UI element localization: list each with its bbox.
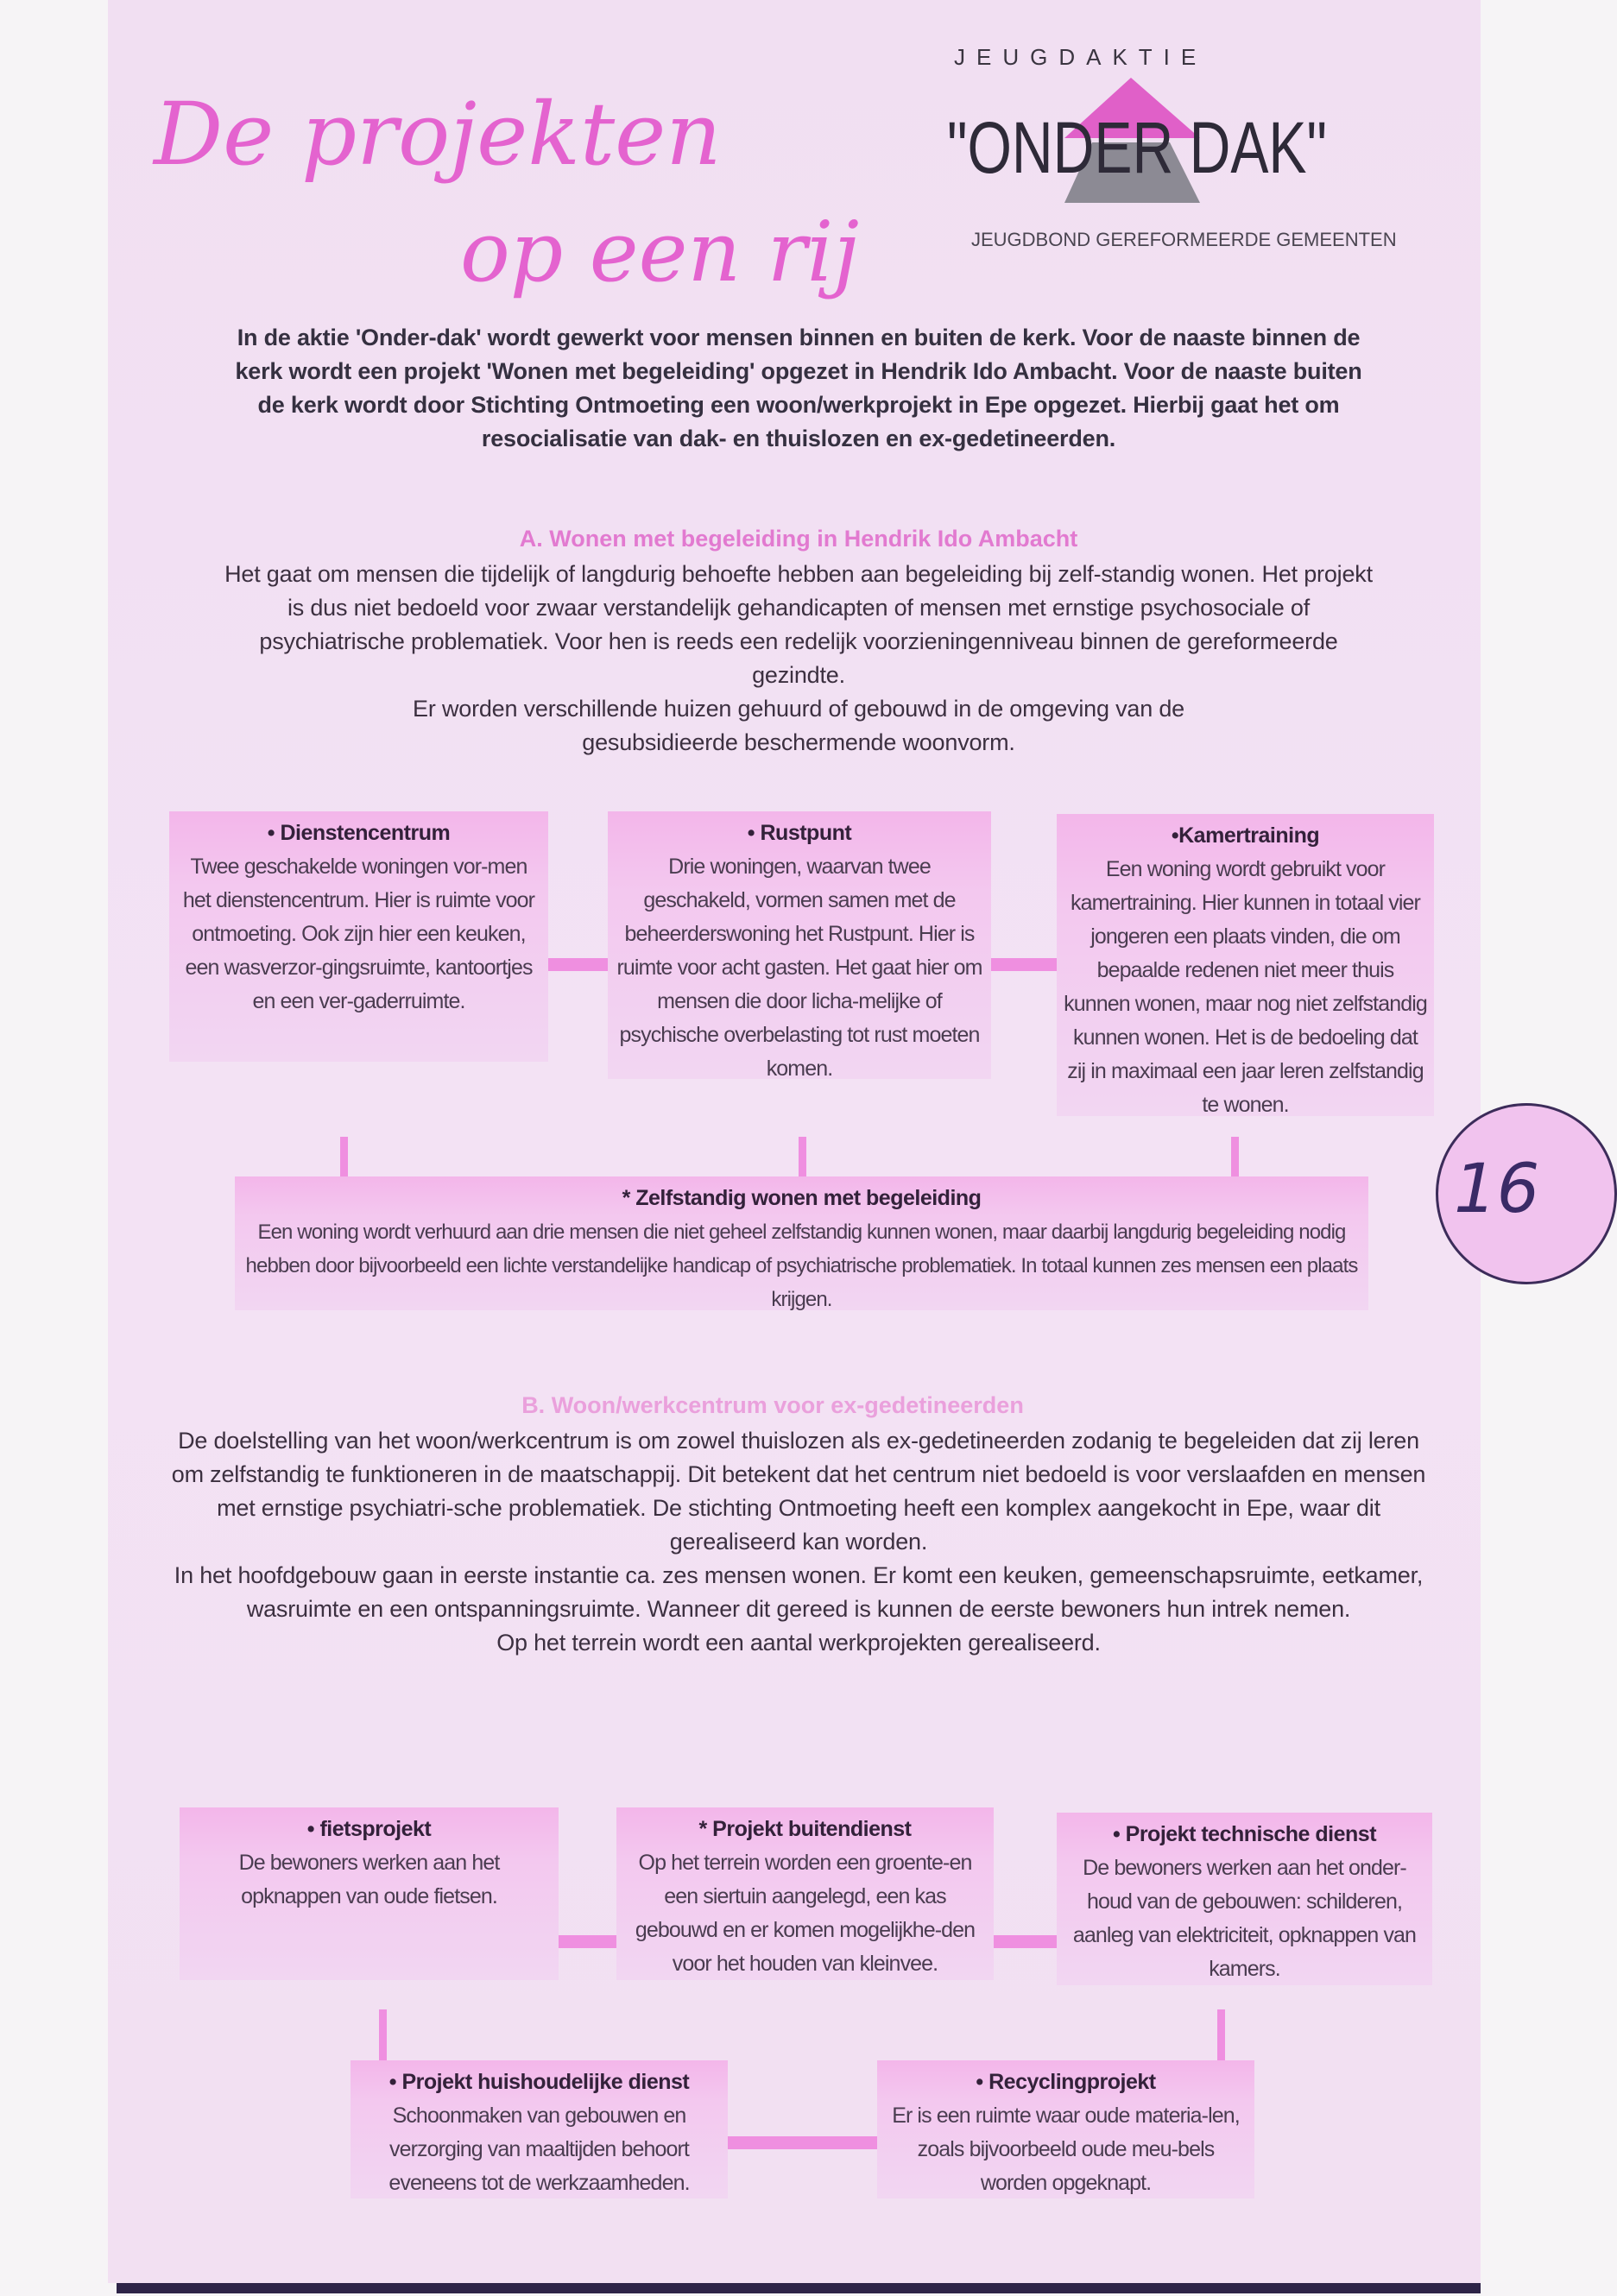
box-zelfstandig-wonen [235, 1176, 1368, 1310]
connector-line [1217, 2009, 1225, 2061]
section-a-paragraph: Er worden verschillende huizen gehuurd of gebouwd in de omgeving van de gesubsidieerde beschermende woonvorm. [413, 696, 1184, 755]
connector-line [340, 1137, 348, 1176]
connector-line [379, 2009, 387, 2061]
box-rustpunt [608, 811, 991, 1079]
box-title: • Dienstencentrum [267, 821, 451, 845]
box-kamertraining [1057, 814, 1434, 1116]
connector-line [991, 958, 1057, 971]
page-bottom-edge [117, 2283, 1481, 2293]
section-b-heading: B. Woon/werkcentrum voor ex-gedetineerden [521, 1392, 1024, 1418]
box-text: Een woning wordt verhuurd aan drie mensen die niet geheel zelfstandig kunnen wonen, maar daarbij langdurig begeleiding nodig hebben door bijvoorbeeld een lichte verstandelijke handicap of psychiatrische problematiek. In totaal kunnen zes mensen een plaats krijgen. [245, 1221, 1358, 1311]
page-number-badge [1436, 1103, 1617, 1284]
section-a-heading: A. Wonen met begeleiding in Hendrik Ido Ambacht [519, 526, 1078, 552]
box-projekt-buitendienst [616, 1807, 994, 1980]
logo-bottom-text: JEUGDBOND GEREFORMEERDE GEMEENTEN [971, 229, 1397, 250]
box-title: •Kamertraining [1171, 823, 1320, 848]
title-line-2: op een rij [460, 204, 860, 300]
box-text: Een woning wordt gebruikt voor kamertraining. Hier kunnen in totaal vier jongeren een plaats vinden, die om bepaalde redenen niet meer thuis kunnen wonen, maar nog niet zelfstandig kunnen wonen. Het is de bedoeling dat zij in maximaal een jaar leren zelfstandig te wonen. [1064, 857, 1427, 1117]
box-title: • Recyclingprojekt [976, 2070, 1156, 2094]
box-text: Er is een ruimte waar oude materia-len, zoals bijvoorbeeld oude meu-bels worden opgeknapt. [892, 2104, 1240, 2195]
connector-line [799, 1137, 806, 1176]
section-a-paragraph: Het gaat om mensen die tijdelijk of langdurig behoefte hebben aan begeleiding bij zelf-standig wonen. Het projekt is dus niet bedoeld voor zwaar verstandelijk gehandicapten of mensen met ernstige psychosociale of psychiatrische problematiek. Voor hen is reeds een redelijk voorzieningenniveau binnen de gereformeerde gezindte. [224, 561, 1373, 688]
box-text: De bewoners werken aan het onder-houd van de gebouwen: schilderen, aanleg van elektriciteit, opknappen van kamers. [1072, 1856, 1417, 1981]
box-dienstencentrum [169, 811, 548, 1062]
section-b-paragraph: De doelstelling van het woon/werkcentrum is om zowel thuislozen als ex-gedetineerden zodanig te begeleiden dat zij leren om zelfstandig te funktioneren in de maatschappij. Dit betekent dat het centrum niet bedoeld is voor verslaafden en mensen met ernstige psychiatri-sche problematiek. De stichting Ontmoeting heeft een komplex aangekocht in Epe, waar dit gerealiseerd kan worden. [171, 1428, 1426, 1555]
connector-line [728, 2136, 877, 2149]
box-title: • Rustpunt [747, 821, 852, 845]
box-recyclingprojekt [877, 2060, 1254, 2198]
box-title: • Projekt technische dienst [1112, 1822, 1377, 1846]
box-projekt-technische-dienst [1057, 1813, 1432, 1985]
connector-line [548, 958, 608, 971]
connector-line [994, 1935, 1057, 1948]
logo-top-text: JEUGDAKTIE [954, 44, 1208, 70]
box-text: Twee geschakelde woningen vor-men het dienstencentrum. Hier is ruimte voor ontmoeting. Ook zijn hier een keuken, een wasverzor-gingsruimte, kantoortjes en een ver-gaderruimte. [182, 855, 535, 1013]
box-text: Op het terrein worden een groente-en een siertuin aangelegd, een kas gebouwd en er komen mogelijkhe-den voor het houden van kleinvee. [635, 1851, 976, 1976]
section-b-paragraph: In het hoofdgebouw gaan in eerste instantie ca. zes mensen wonen. Er komt een keuken, gemeenschapsruimte, eetkamer, wasruimte en een ontspanningsruimte. Wanneer dit gereed is kunnen de eerste bewoners hun intrek nemen. [174, 1562, 1424, 1622]
connector-line [1231, 1137, 1239, 1176]
handwritten-title [154, 73, 887, 298]
connector-line [559, 1935, 616, 1948]
page-number: 16 [1454, 1151, 1540, 1228]
title-line-1: De projekten [154, 84, 722, 185]
page [108, 0, 1540, 2283]
box-title: * Projekt buitendienst [698, 1817, 912, 1841]
section-a-text [220, 558, 1377, 760]
box-text: Schoonmaken van gebouwen en verzorging van maaltijden behoort eveneens tot de werkzaamheden. [388, 2104, 690, 2195]
box-title: • fietsprojekt [306, 1817, 432, 1841]
section-b-text [168, 1424, 1429, 1660]
onder-dak-logo [937, 30, 1397, 289]
box-text: Drie woningen, waarvan twee geschakeld, vormen samen met de beheerderswoning het Rustpunt. Hier is ruimte voor acht gasten. Het gaat hier om mensen die door licha-melijke of psychische overbelasting tot rust moeten komen. [616, 855, 982, 1081]
box-title: • Projekt huishoudelijke dienst [388, 2070, 690, 2094]
box-projekt-huishoudelijke-dienst [351, 2060, 728, 2198]
section-b-paragraph: Op het terrein wordt een aantal werkprojekten gerealiseerd. [496, 1630, 1101, 1656]
intro-paragraph: In de aktie 'Onder-dak' wordt gewerkt voor mensen binnen en buiten de kerk. Voor de naaste binnen de kerk wordt een projekt 'Wonen met begeleiding' opgezet in Hendrik Ido Ambacht. Voor de naaste buiten de kerk wordt door Stichting Ontmoeting een woon/werkprojekt in Epe opgezet. Hierbij gaat het om resocialisatie van dak- en thuislozen en ex-gedetineerden. [235, 325, 1362, 451]
box-text: De bewoners werken aan het opknappen van oude fietsen. [238, 1851, 500, 1908]
box-title: * Zelfstandig wonen met begeleiding [622, 1186, 982, 1210]
logo-main-text: "ONDER DAK" [947, 107, 1327, 188]
box-fietsprojekt [180, 1807, 559, 1980]
